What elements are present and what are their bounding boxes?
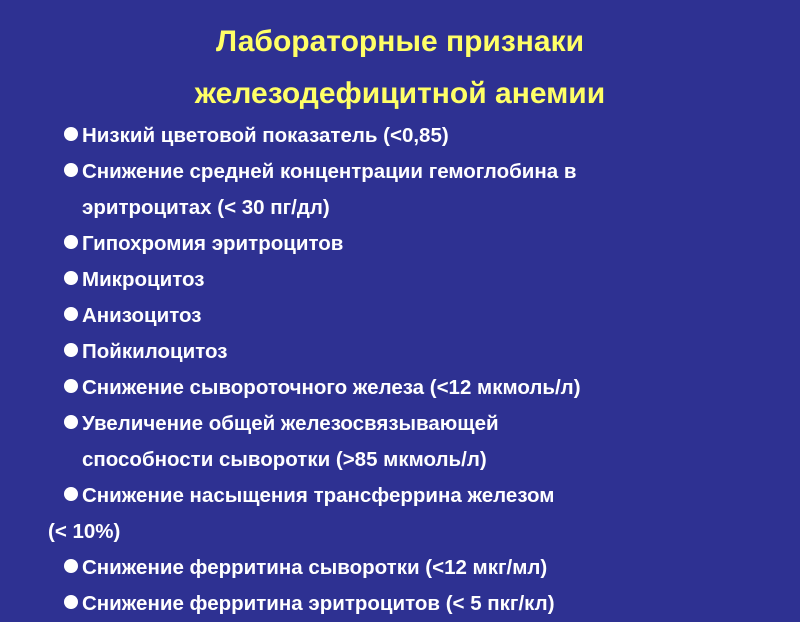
list-item-tibc-continuation — [0, 442, 800, 478]
list-item-text: Увеличение общей железосвязывающей — [82, 412, 499, 435]
list-item-text: Гипохромия эритроцитов — [82, 232, 344, 255]
bullet-icon — [64, 307, 78, 321]
bullet-icon — [64, 271, 78, 285]
list-item-text: Анизоцитоз — [82, 304, 202, 327]
list-item-hypochromia — [0, 226, 800, 262]
slide-title — [0, 16, 800, 120]
list-item-serum-iron — [0, 370, 800, 406]
list-item-text: Низкий цветовой показатель (<0,85) — [82, 124, 449, 147]
list-item-text-continuation: способности сыворотки (>85 мкмоль/л) — [82, 448, 487, 471]
list-item-serum-ferritin — [0, 550, 800, 586]
list-item-text: Микроцитоз — [82, 268, 205, 291]
list-item-text-continuation: (< 10%) — [48, 520, 121, 543]
bullet-icon — [64, 415, 78, 429]
bullet-icon — [64, 163, 78, 177]
list-item-text: Снижение средней концентрации гемоглобина в — [82, 160, 577, 183]
list-item-mchc-continuation — [0, 190, 800, 226]
list-item-text: Снижение ферритина эритроцитов (< 5 пкг/кл) — [82, 592, 555, 615]
list-item-poikilocytosis — [0, 334, 800, 370]
list-item-microcytosis — [0, 262, 800, 298]
list-item-color-index — [0, 118, 800, 154]
list-item-text-continuation: эритроцитах (< 30 пг/дл) — [82, 196, 330, 219]
title-line-2: железодефицитной анемии — [194, 77, 606, 110]
list-item-text: Снижение ферритина сыворотки (<12 мкг/мл) — [82, 556, 548, 579]
list-item-erythrocyte-ferritin — [0, 586, 800, 622]
bullet-icon — [64, 235, 78, 249]
list-item-anisocytosis — [0, 298, 800, 334]
bullet-list — [0, 118, 800, 622]
list-item-text: Пойкилоцитоз — [82, 340, 228, 363]
list-item-tibc — [0, 406, 800, 442]
list-item-text: Снижение сывороточного железа (<12 мкмоль/л) — [82, 376, 581, 399]
bullet-icon — [64, 595, 78, 609]
bullet-icon — [64, 127, 78, 141]
list-item-text: Снижение насыщения трансферрина железом — [82, 484, 555, 507]
list-item-mchc — [0, 154, 800, 190]
list-item-transferrin-saturation — [0, 478, 800, 514]
bullet-icon — [64, 343, 78, 357]
bullet-icon — [64, 559, 78, 573]
list-item-transferrin-saturation-continuation — [0, 514, 800, 550]
bullet-icon — [64, 487, 78, 501]
title-line-1: Лабораторные признаки — [215, 25, 585, 58]
bullet-icon — [64, 379, 78, 393]
